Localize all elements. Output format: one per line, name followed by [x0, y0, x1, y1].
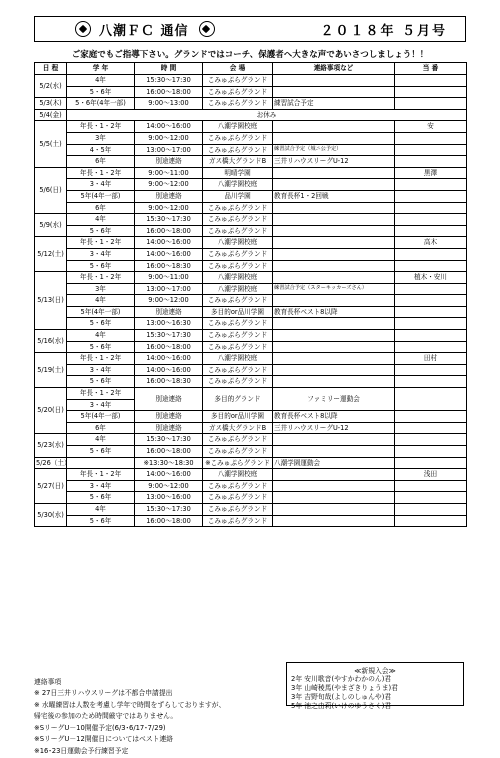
table-row	[35, 190, 467, 202]
greeting-notice: ご家庭でもご指導下さい。グランドではコーチ、保護者へ大きな声であいさつしましょう！！	[71, 50, 429, 60]
note-cell	[273, 225, 395, 237]
duty-cell	[395, 202, 467, 214]
date-cell: 5/2(水)	[35, 75, 67, 98]
closed-cell: お休み	[67, 109, 467, 121]
duty-cell	[395, 376, 467, 388]
table-row	[35, 167, 467, 179]
duty-cell	[395, 132, 467, 144]
grade-cell: 5・6年	[67, 260, 135, 272]
grade-cell: 5・6年(4年一部)	[67, 98, 135, 110]
venue-cell: こみゅぷらグランド	[203, 202, 273, 214]
table-row	[35, 109, 467, 121]
venue-cell: 八潮学園校庭	[203, 179, 273, 191]
duty-cell	[395, 283, 467, 295]
date-cell: 5/6(日)	[35, 167, 67, 213]
time-cell: 14:00～16:00	[135, 237, 203, 249]
note-cell: 三井リハウスリーグU-12	[273, 156, 395, 168]
new-member-line: 5年 池之由莉(いけのゆうさく)君	[291, 702, 392, 710]
duty-cell	[395, 515, 467, 527]
date-cell: 5/5(土)	[35, 121, 67, 167]
note-line: ※SリーグU－10開催予定(6/3･6/17･7/29)	[34, 723, 166, 732]
time-cell: 16:00～18:30	[135, 260, 203, 272]
note-cell	[273, 237, 395, 249]
time-cell: 15:30～17:30	[135, 75, 203, 87]
note-cell	[273, 179, 395, 191]
new-member-line: 3年 吉野旬哉(よしのしゅんや)君	[291, 693, 392, 701]
grade-cell: 6年	[67, 156, 135, 168]
note-cell	[273, 214, 395, 226]
note-cell	[273, 341, 395, 353]
grade-cell: 5・6年	[67, 318, 135, 330]
duty-cell	[395, 248, 467, 260]
venue-cell: 八潮学園校庭	[203, 272, 273, 284]
note-cell	[273, 515, 395, 527]
date-cell: 5/13(日)	[35, 272, 67, 330]
grade-cell: 3年	[67, 132, 135, 144]
venue-cell: こみゅぷらグランド	[203, 260, 273, 272]
grade-cell	[67, 457, 135, 469]
new-members-box	[286, 662, 464, 710]
grade-cell: 年長・1・2年	[67, 272, 135, 284]
newsletter-title: 八潮ＦＣ 通信	[99, 23, 189, 39]
duty-cell: 安	[395, 121, 467, 133]
schedule-body	[35, 75, 467, 527]
time-cell: 9:00～11:00	[135, 167, 203, 179]
note-cell	[273, 480, 395, 492]
table-row	[35, 144, 467, 156]
table-header-row	[35, 63, 467, 75]
grade-cell: 5・6年	[67, 341, 135, 353]
duty-cell	[395, 503, 467, 515]
table-row	[35, 434, 467, 446]
grade-cell: 6年	[67, 422, 135, 434]
note-cell	[273, 330, 395, 342]
new-members-title: ≪新規入会≫	[354, 667, 396, 675]
table-row	[35, 457, 467, 469]
table-row	[35, 469, 467, 481]
notes-list	[34, 688, 225, 758]
table-row	[35, 272, 467, 284]
note-cell: 教育長杯ベスト8以降	[273, 411, 395, 423]
duty-cell: 植木・安川	[395, 272, 467, 284]
note-line: ※ 水曜練習は人数を考慮し学年で時間をずらしておりますが、	[34, 700, 226, 709]
grade-cell: 5・6年	[67, 492, 135, 504]
note-cell	[273, 121, 395, 133]
header-grade: 学 年	[67, 63, 135, 75]
duty-cell	[395, 330, 467, 342]
duty-cell	[395, 422, 467, 434]
note-cell	[273, 492, 395, 504]
header-time: 時 間	[135, 63, 203, 75]
soccer-ball-icon	[199, 21, 215, 37]
note-cell	[273, 469, 395, 481]
duty-cell: 田村	[395, 353, 467, 365]
time-cell: 16:00～18:00	[135, 446, 203, 458]
table-row	[35, 388, 467, 400]
date-cell: 5/9(水)	[35, 214, 67, 237]
duty-cell: 黒澤	[395, 167, 467, 179]
note-cell: 教育長杯ベスト8以降	[273, 306, 395, 318]
note-cell	[273, 318, 395, 330]
grade-cell: 5・6年	[67, 225, 135, 237]
duty-cell: 浅田	[395, 469, 467, 481]
venue-cell: こみゅぷらグランド	[203, 248, 273, 260]
venue-cell: 八潮学園校庭	[203, 469, 273, 481]
new-member-line: 2年 安川歌音(やすかわかのん)君	[291, 675, 392, 683]
new-members-list	[291, 675, 459, 711]
table-row	[35, 156, 467, 168]
venue-cell: こみゅぷらグランド	[203, 503, 273, 515]
venue-cell: ※こみゅぷらグランド	[203, 457, 273, 469]
grade-cell: 5・6年	[67, 376, 135, 388]
venue-cell: 明晴学園	[203, 167, 273, 179]
duty-cell	[395, 98, 467, 110]
time-cell: 9:00～12:00	[135, 132, 203, 144]
duty-cell	[395, 364, 467, 376]
venue-cell: ガス橋大グランドB	[203, 156, 273, 168]
duty-cell	[395, 446, 467, 458]
grade-cell: 4年	[67, 503, 135, 515]
header-date: 日 程	[35, 63, 67, 75]
table-row	[35, 446, 467, 458]
notes-title: 連絡事項	[34, 678, 62, 686]
note-cell	[273, 295, 395, 307]
time-cell: 別途連絡	[135, 156, 203, 168]
time-cell: 14:00～16:00	[135, 364, 203, 376]
grade-cell: 4年	[67, 330, 135, 342]
grade-cell: 3・4年	[67, 364, 135, 376]
note-cell	[273, 167, 395, 179]
venue-cell: 多目的グランド	[203, 388, 273, 411]
table-row	[35, 202, 467, 214]
time-cell: ※13:30～18:30	[135, 457, 203, 469]
venue-cell: こみゅぷらグランド	[203, 376, 273, 388]
grade-cell: 年長・1・2年	[67, 167, 135, 179]
duty-cell	[395, 214, 467, 226]
venue-cell: ガス橋大グランドB	[203, 422, 273, 434]
venue-cell: こみゅぷらグランド	[203, 214, 273, 226]
venue-cell: こみゅぷらグランド	[203, 364, 273, 376]
venue-cell: 八潮学園校庭	[203, 353, 273, 365]
note-cell	[273, 434, 395, 446]
time-cell: 9:00～12:00	[135, 202, 203, 214]
grade-cell: 年長・1・2年	[67, 121, 135, 133]
duty-cell	[395, 86, 467, 98]
venue-cell: こみゅぷらグランド	[203, 341, 273, 353]
venue-cell: 品川学園	[203, 190, 273, 202]
grade-cell: 3・4年	[67, 248, 135, 260]
grade-cell: 3年	[67, 283, 135, 295]
grade-cell: 4・5年	[67, 144, 135, 156]
date-cell: 5/3(木)	[35, 98, 67, 110]
table-row	[35, 283, 467, 295]
time-cell: 9:00～12:00	[135, 295, 203, 307]
time-cell: 15:30～17:30	[135, 434, 203, 446]
note-cell	[273, 202, 395, 214]
table-row	[35, 121, 467, 133]
duty-cell	[395, 225, 467, 237]
date-cell: 5/19(土)	[35, 353, 67, 388]
venue-cell: こみゅぷらグランド	[203, 434, 273, 446]
note-cell	[273, 86, 395, 98]
duty-cell	[395, 190, 467, 202]
note-cell	[273, 260, 395, 272]
table-row	[35, 330, 467, 342]
table-row	[35, 341, 467, 353]
date-cell: 5/12(土)	[35, 237, 67, 272]
venue-cell: 八潮学園校庭	[203, 121, 273, 133]
table-row	[35, 225, 467, 237]
duty-cell	[395, 179, 467, 191]
duty-cell	[395, 318, 467, 330]
header-note: 連絡事項など	[273, 63, 395, 75]
duty-cell	[395, 480, 467, 492]
venue-cell: こみゅぷらグランド	[203, 295, 273, 307]
note-line: ※ 27日三井リハウスリーグは不都合申請提出	[34, 689, 173, 697]
note-cell	[273, 75, 395, 87]
grade-cell: 6年	[67, 202, 135, 214]
time-cell: 9:00～13:00	[135, 98, 203, 110]
venue-cell: こみゅぷらグランド	[203, 446, 273, 458]
note-line: ※SリーグU－12開催日についてはベスト連絡	[34, 735, 174, 744]
note-cell: 練習試合予定	[273, 98, 395, 110]
venue-cell: 八潮学園校庭	[203, 283, 273, 295]
duty-cell	[395, 156, 467, 168]
grade-cell: 3・4年	[67, 179, 135, 191]
note-cell: ファミリー運動会	[273, 388, 395, 411]
table-row	[35, 179, 467, 191]
duty-cell	[395, 144, 467, 156]
time-cell: 13:00～17:00	[135, 144, 203, 156]
time-cell: 13:00～16:30	[135, 318, 203, 330]
note-cell	[273, 376, 395, 388]
grade-cell: 4年	[67, 295, 135, 307]
duty-cell	[395, 492, 467, 504]
note-cell: 練習試合予定（スターキッカーズさん）	[273, 283, 395, 295]
table-row	[35, 318, 467, 330]
duty-cell	[395, 341, 467, 353]
note-cell: 教育長杯1・2回戦	[273, 190, 395, 202]
time-cell: 9:00～12:00	[135, 480, 203, 492]
table-row	[35, 248, 467, 260]
time-cell: 15:30～17:30	[135, 214, 203, 226]
venue-cell: こみゅぷらグランド	[203, 515, 273, 527]
time-cell: 別途連絡	[135, 411, 203, 423]
time-cell: 14:00～16:00	[135, 121, 203, 133]
header-venue: 会 場	[203, 63, 273, 75]
time-cell: 16:00～18:00	[135, 225, 203, 237]
venue-cell: こみゅぷらグランド	[203, 86, 273, 98]
date-cell: 5/20(日)	[35, 388, 67, 434]
time-cell: 別途連絡	[135, 422, 203, 434]
time-cell: 別途連絡	[135, 388, 203, 411]
table-row	[35, 86, 467, 98]
time-cell: 15:30～17:30	[135, 503, 203, 515]
note-line: 帰宅後の参加のため時間厳守ではありません。	[34, 712, 178, 721]
grade-cell: 5年(4年一部)	[67, 306, 135, 318]
table-row	[35, 237, 467, 249]
table-row	[35, 515, 467, 527]
venue-cell: こみゅぷらグランド	[203, 225, 273, 237]
grade-cell: 年長・1・2年	[67, 469, 135, 481]
grade-cell: 5年(4年一部)	[67, 190, 135, 202]
grade-cell: 年長・1・2年	[67, 237, 135, 249]
date-cell: 5/4(金)	[35, 109, 67, 121]
time-cell: 14:00～16:00	[135, 248, 203, 260]
duty-cell: 高木	[395, 237, 467, 249]
grade-cell: 3・4年	[67, 480, 135, 492]
venue-cell: こみゅぷらグランド	[203, 75, 273, 87]
date-cell: 5/23(水)	[35, 434, 67, 457]
grade-cell: 3・4年	[67, 399, 135, 411]
venue-cell: こみゅぷらグランド	[203, 480, 273, 492]
table-row	[35, 214, 467, 226]
table-row	[35, 98, 467, 110]
table-row	[35, 376, 467, 388]
grade-cell: 5・6年	[67, 446, 135, 458]
time-cell: 別途連絡	[135, 190, 203, 202]
grade-cell: 4年	[67, 214, 135, 226]
note-cell	[273, 353, 395, 365]
time-cell: 別途連絡	[135, 306, 203, 318]
table-row	[35, 295, 467, 307]
note-cell	[273, 503, 395, 515]
table-row	[35, 364, 467, 376]
grade-cell: 5年(4年一部)	[67, 411, 135, 423]
date-cell: 5/27(日)	[35, 469, 67, 504]
time-cell: 16:00～18:30	[135, 376, 203, 388]
duty-cell	[395, 457, 467, 469]
grade-cell: 5・6年	[67, 515, 135, 527]
time-cell: 13:00～16:00	[135, 492, 203, 504]
issue-label: ２０１８年 ５月号	[320, 23, 447, 39]
note-cell	[273, 272, 395, 284]
time-cell: 9:00～11:00	[135, 272, 203, 284]
duty-cell	[395, 260, 467, 272]
table-row	[35, 132, 467, 144]
note-cell: 八潮学園運動会	[273, 457, 395, 469]
duty-cell	[395, 306, 467, 318]
time-cell: 14:00～16:00	[135, 469, 203, 481]
duty-cell	[395, 434, 467, 446]
table-row	[35, 75, 467, 87]
date-cell: 5/30(水)	[35, 503, 67, 526]
venue-cell: こみゅぷらグランド	[203, 144, 273, 156]
time-cell: 16:00～18:00	[135, 341, 203, 353]
grade-cell: 5・6年	[67, 86, 135, 98]
newsletter-header	[34, 16, 466, 42]
date-cell: 5/16(水)	[35, 330, 67, 353]
venue-cell: 多目的or品川学園	[203, 306, 273, 318]
venue-cell: こみゅぷらグランド	[203, 132, 273, 144]
time-cell: 16:00～18:00	[135, 515, 203, 527]
duty-cell	[395, 388, 467, 411]
note-cell	[273, 446, 395, 458]
venue-cell: こみゅぷらグランド	[203, 98, 273, 110]
venue-cell: 八潮学園校庭	[203, 237, 273, 249]
time-cell: 15:30～17:30	[135, 330, 203, 342]
grade-cell: 4年	[67, 434, 135, 446]
note-cell: 練習試合予定（城ニ公予定）	[273, 144, 395, 156]
grade-cell: 4年	[67, 75, 135, 87]
grade-cell: 年長・1・2年	[67, 388, 135, 400]
table-row	[35, 260, 467, 272]
time-cell: 9:00～12:00	[135, 179, 203, 191]
time-cell: 14:00～16:00	[135, 353, 203, 365]
table-row	[35, 306, 467, 318]
note-cell	[273, 364, 395, 376]
table-row	[35, 492, 467, 504]
venue-cell: こみゅぷらグランド	[203, 318, 273, 330]
table-row	[35, 480, 467, 492]
note-cell	[273, 248, 395, 260]
soccer-ball-icon	[75, 21, 91, 37]
date-cell: 5/26（土）	[35, 457, 67, 469]
note-cell: 三井リハウスリーグU-12	[273, 422, 395, 434]
table-row	[35, 411, 467, 423]
venue-cell: こみゅぷらグランド	[203, 492, 273, 504]
duty-cell	[395, 75, 467, 87]
new-member-line: 3年 山崎稜馬(やまざきりょうま)君	[291, 684, 398, 692]
time-cell: 16:00～18:00	[135, 86, 203, 98]
venue-cell: こみゅぷらグランド	[203, 330, 273, 342]
schedule-table	[34, 62, 467, 527]
header-duty: 当 番	[395, 63, 467, 75]
venue-cell: 多目的or品川学園	[203, 411, 273, 423]
time-cell: 13:00～17:00	[135, 283, 203, 295]
grade-cell: 年長・1・2年	[67, 353, 135, 365]
table-row	[35, 422, 467, 434]
note-line: ※16･23日運動会予行練習予定	[34, 746, 129, 755]
duty-cell	[395, 411, 467, 423]
duty-cell	[395, 295, 467, 307]
table-row	[35, 353, 467, 365]
table-row	[35, 503, 467, 515]
note-cell	[273, 132, 395, 144]
